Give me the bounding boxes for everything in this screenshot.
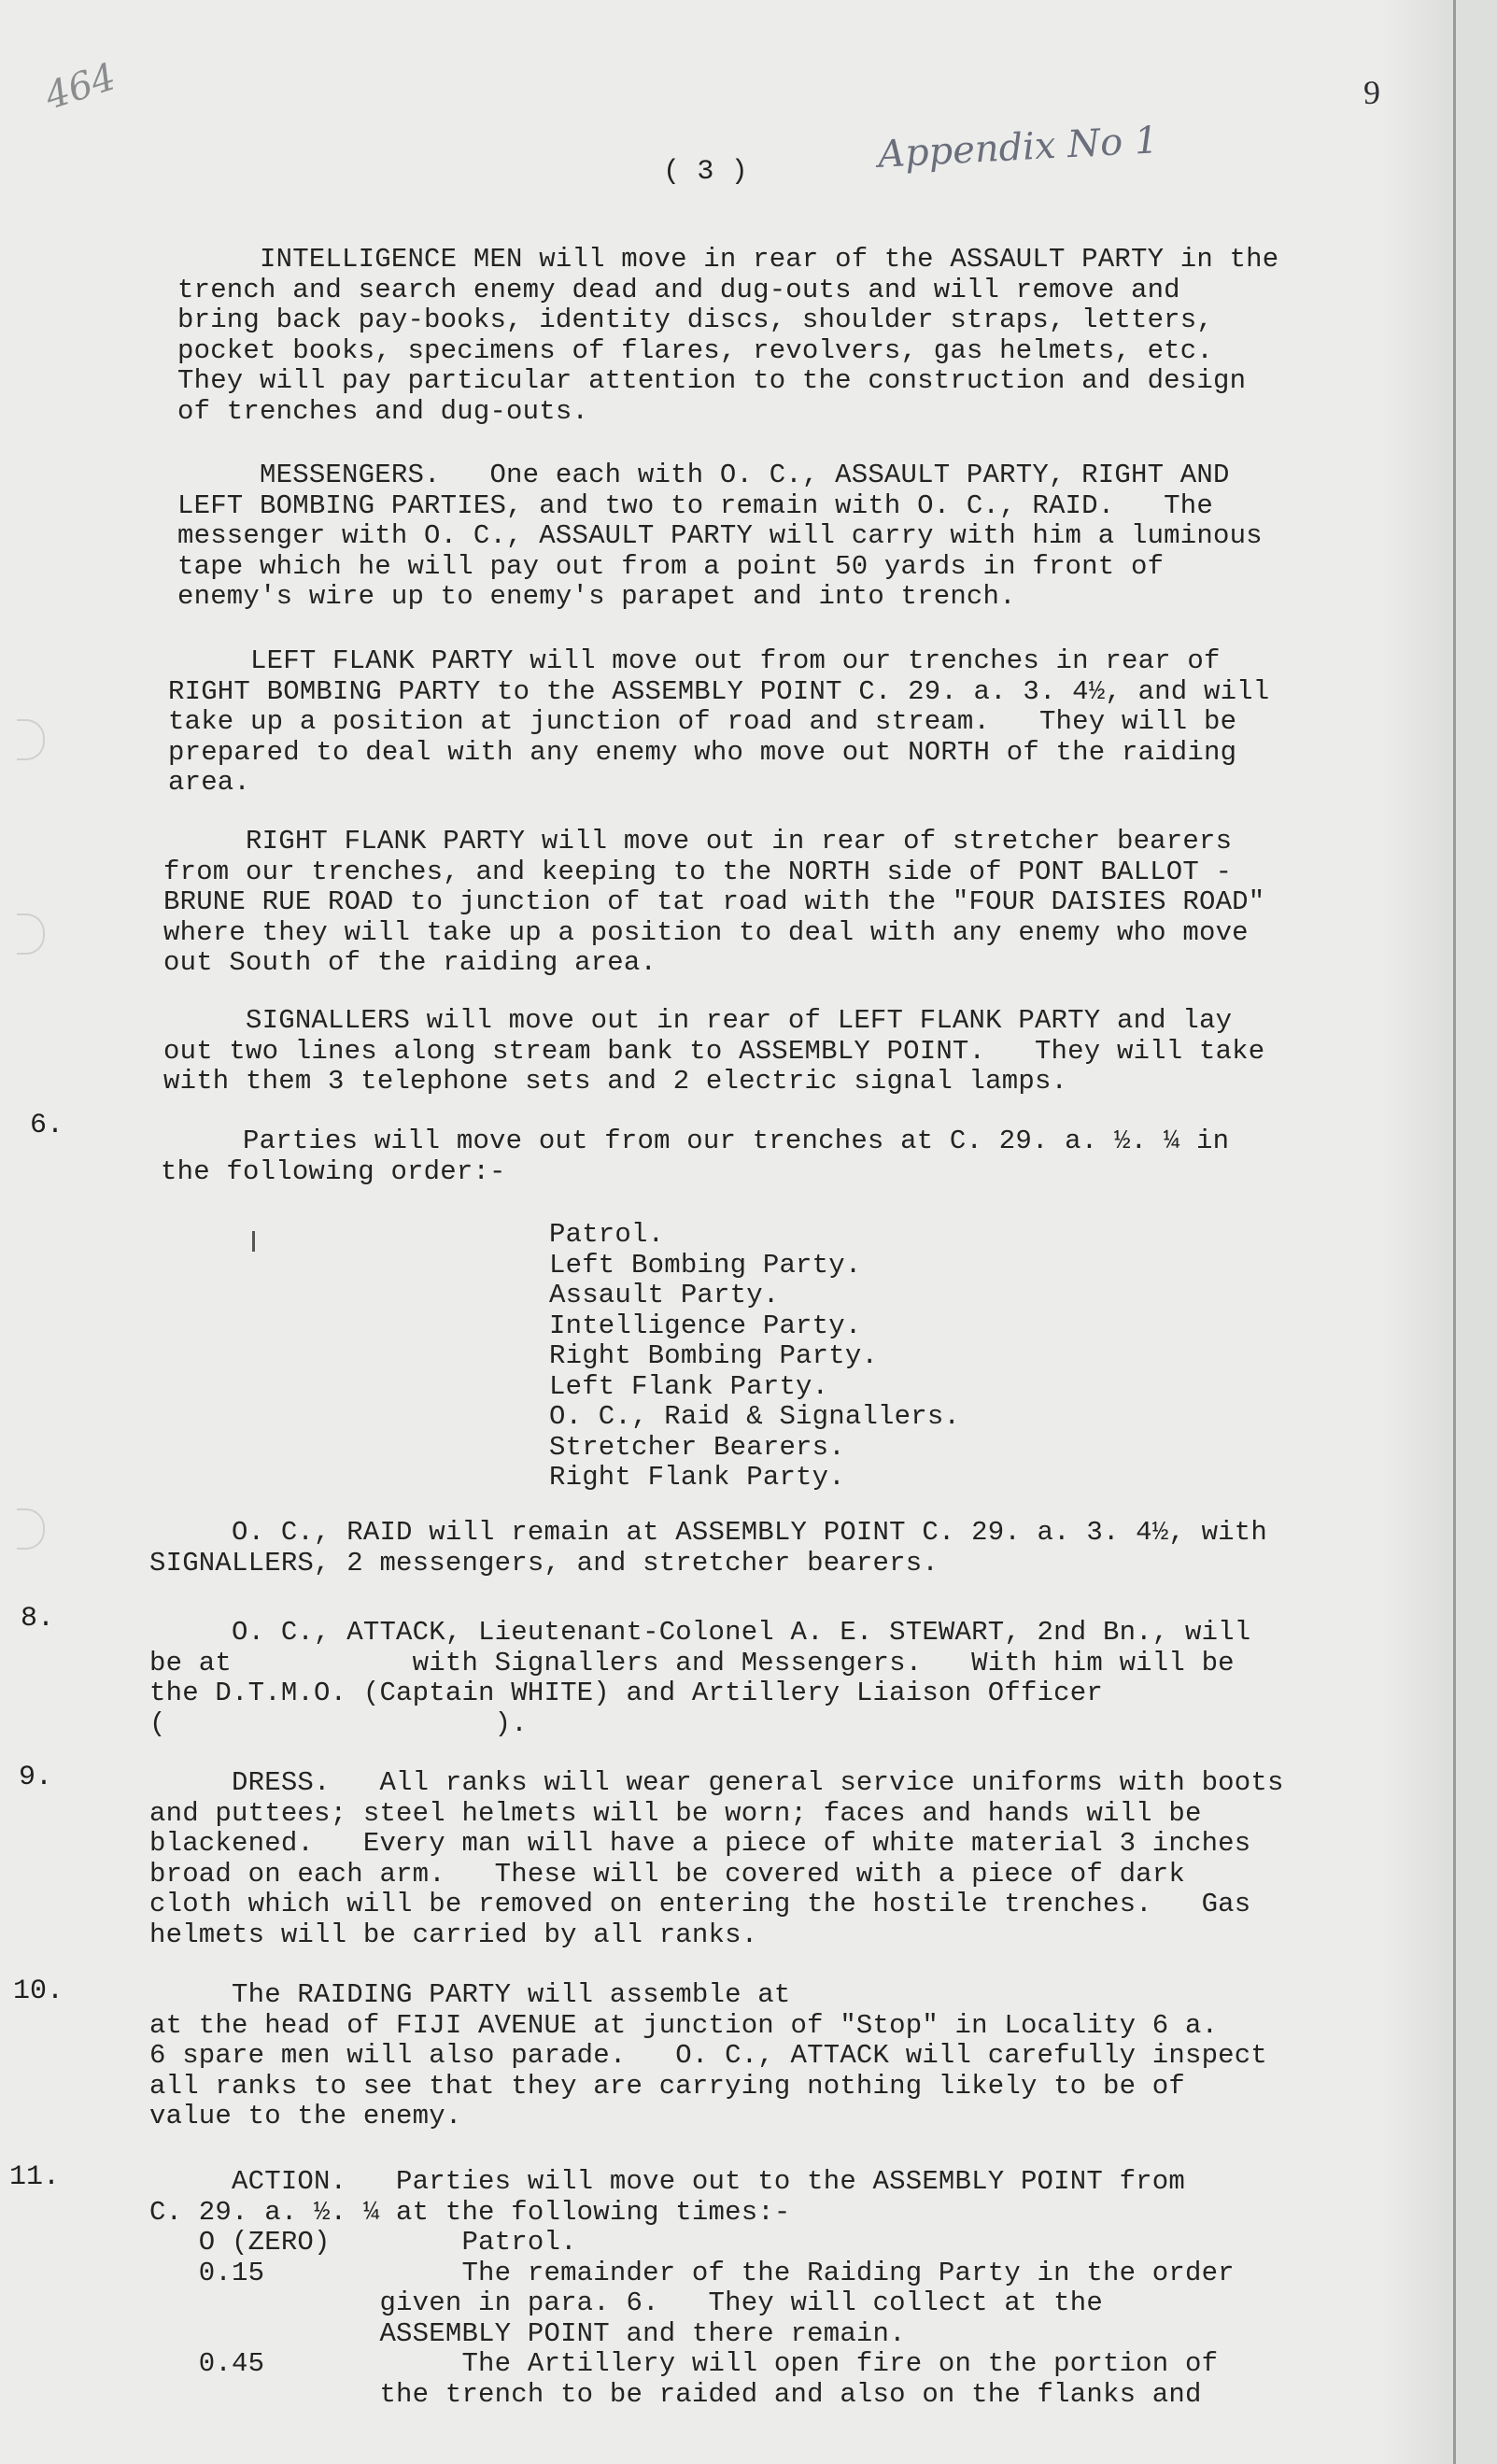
paragraph-messengers: MESSENGERS. One each with O. C., ASSAULT PARTY, RIGHT AND LEFT BOMBING PARTIES, and two to remain with O. C., RAID. The messenger with O. C., ASSAULT PARTY will carry with him a luminous tape which he will pay out from a point 50 yards in front of enemy's wire up to enemy's parapet and into trench.	[177, 460, 1263, 612]
paragraph-11-action: ACTION. Parties will move out to the ASSEMBLY POINT from C. 29. a. ½. ¼ at the following times:- O (ZERO) Patrol. 0.15 The remainder of the Raiding Party in the order given in para. 6. They will collect at the ASSEMBLY POINT and there remain. 0.45 The Artillery will open fire on the portion of the trench to be raided and also on the flanks and	[149, 2166, 1235, 2410]
paragraph-6: Parties will move out from our trenches at C. 29. a. ½. ¼ in the following order:-	[161, 1126, 1230, 1187]
paragraph-10: The RAIDING PARTY will assemble at at the head of FIJI AVENUE at junction of "Stop" in Locality 6 a. 6 spare men will also parade. O. C., ATTACK will carefully inspect all ranks to see that they are carrying nothing likely to be of value to the enemy.	[149, 1979, 1267, 2131]
paragraph-number-9: 9.	[19, 1762, 53, 1793]
page-edge-line	[1453, 0, 1456, 2464]
paragraph-left-flank-party: LEFT FLANK PARTY will move out from our trenches in rear of RIGHT BOMBING PARTY to the ASSEMBLY POINT C. 29. a. 3. 4½, and will take up a position at junction of road and stream. They will be prepared to deal with any enemy who move out NORTH of the raiding area.	[168, 645, 1270, 798]
folio-pencil-number: 464	[39, 55, 121, 119]
binder-hole	[17, 913, 45, 955]
paragraph-number-8: 8.	[21, 1603, 55, 1635]
page-marker: ( 3 )	[663, 156, 749, 188]
binder-hole	[17, 719, 45, 760]
paragraph-signallers: SIGNALLERS will move out in rear of LEFT FLANK PARTY and lay out two lines along stream bank to ASSEMBLY POINT. They will take with them 3 telephone sets and 2 electric signal lamps.	[163, 1005, 1265, 1097]
paragraph-number-10: 10.	[13, 1975, 64, 2007]
page-number: 9	[1363, 74, 1380, 111]
binder-hole	[17, 1508, 45, 1550]
paragraph-oc-raid: O. C., RAID will remain at ASSEMBLY POINT C. 29. a. 3. 4½, with SIGNALLERS, 2 messengers, and stretcher bearers.	[149, 1517, 1267, 1579]
pencil-tick-mark	[252, 1231, 255, 1252]
appendix-annotation: Appendix No 1	[877, 119, 1160, 177]
paragraph-number-6: 6.	[30, 1110, 64, 1141]
paragraph-8: O. C., ATTACK, Lieutenant-Colonel A. E. STEWART, 2nd Bn., will be at with Signallers and Messengers. With him will be the D.T.M.O. (Captain WHITE) and Artillery Liaison Officer ( ).	[149, 1617, 1251, 1739]
paragraph-9-dress: DRESS. All ranks will wear general service uniforms with boots and puttees; steel helmets will be worn; faces and hands will be blackened. Every man will have a piece of white material 3 inches broad on each arm. These will be covered with a piece of dark cloth which will be removed on entering the hostile trenches. Gas helmets will be carried by all ranks.	[149, 1767, 1284, 1950]
order-of-parties-list: Patrol. Left Bombing Party. Assault Party. Intelligence Party. Right Bombing Party. Left Flank Party. O. C., Raid & Signallers. Stretcher Bearers. Right Flank Party.	[549, 1219, 961, 1493]
paragraph-number-11: 11.	[9, 2161, 61, 2193]
paragraph-right-flank-party: RIGHT FLANK PARTY will move out in rear of stretcher bearers from our trenches, and keeping to the NORTH side of PONT BALLOT - BRUNE RUE ROAD to junction of tat road with the "FOUR DAISIES ROAD" where they will take up a position to deal with any enemy who move out South of the raiding area.	[163, 826, 1265, 978]
paragraph-intelligence-men: INTELLIGENCE MEN will move in rear of the ASSAULT PARTY in the trench and search enemy dead and dug-outs and will remove and bring back pay-books, identity discs, shoulder straps, letters, pocket books, specimens of flares, revolvers, gas helmets, etc. They will pay particular attention to the construction and design of trenches and dug-outs.	[177, 244, 1279, 427]
